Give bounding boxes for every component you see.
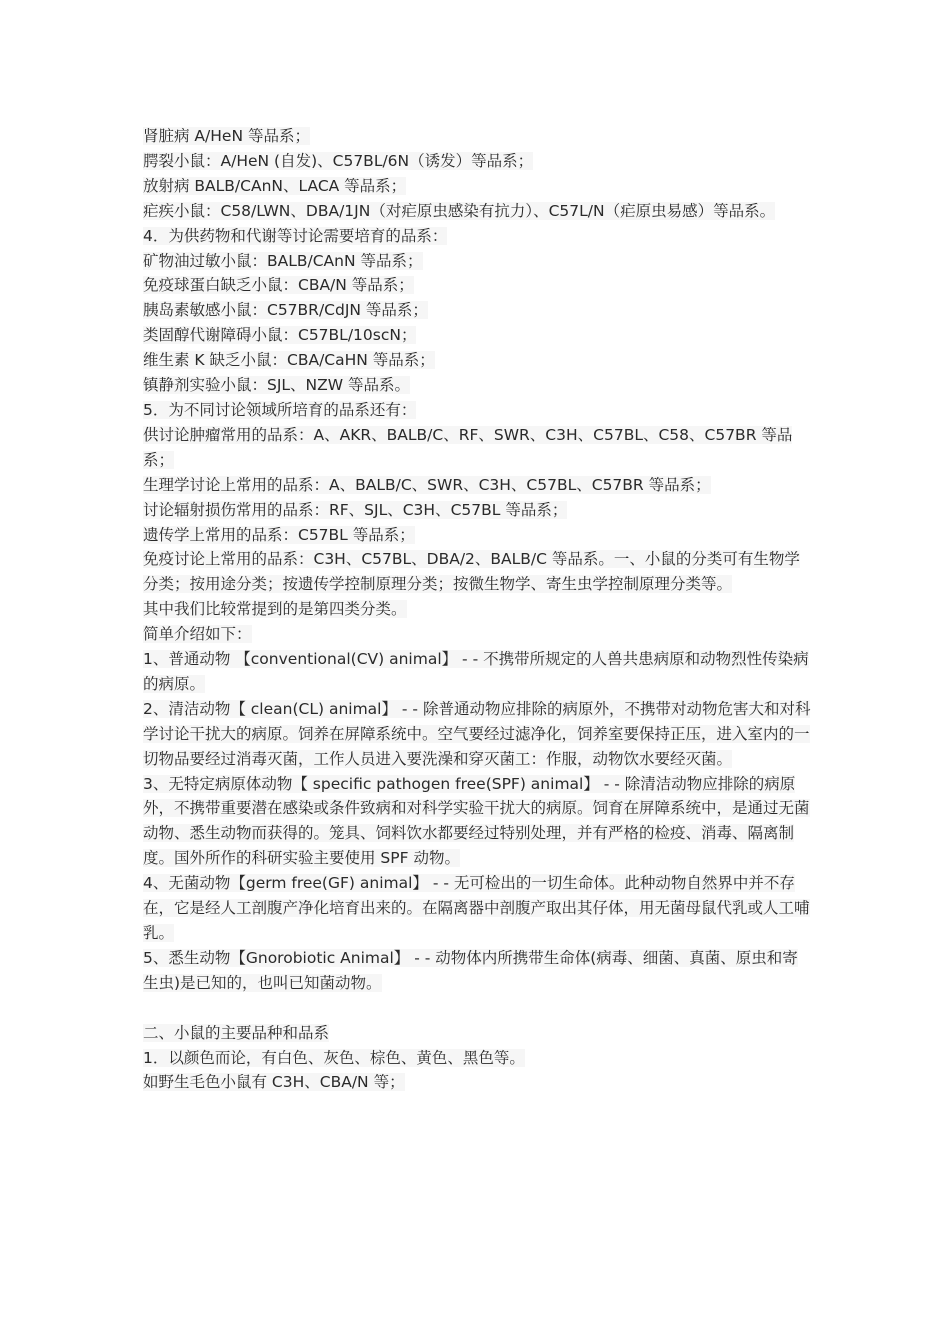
list-item: 4、无菌动物【germ free(GF) animal】 - - 无可检出的一切生命体。此种动物自然界中并不存在，它是经人工剖腹产净化培育出来的。在隔离器中剖腹产取出其仔体，用无菌母鼠代乳或人工哺乳。 bbox=[143, 874, 810, 942]
paragraph: 胰岛素敏感小鼠：C57BR/CdJN 等品系； bbox=[143, 301, 428, 320]
list-item: 2、清洁动物【 clean(CL) animal】 - - 除普通动物应排除的病原外，不携带对动物危害大和对科学讨论干扰大的病原。饲养在屏障系统中。空气要经过滤净化，饲养室要保持正压，进入室内的一切物品要经过消毒灭菌，工作人员进入要洗澡和穿灭菌工：作服，动物饮水要经灭菌。 bbox=[143, 699, 811, 768]
document-body bbox=[143, 124, 811, 1095]
section-heading: 4．为供药物和代谢等讨论需要培育的品系： bbox=[143, 226, 448, 245]
paragraph: 肾脏病 A/HeN 等品系； bbox=[143, 127, 310, 145]
paragraph: 矿物油过敏小鼠：BALB/CAnN 等品系； bbox=[143, 251, 423, 270]
list-item: 5、悉生动物【Gnorobiotic Animal】 - - 动物体内所携带生命体(病毒、细菌、真菌、原虫和寄生虫)是已知的，也叫已知菌动物。 bbox=[143, 948, 798, 992]
blank-line bbox=[143, 996, 811, 1021]
paragraph: 生理学讨论上常用的品系：A、BALB/C、SWR、C3H、C57BL、C57BR 等品系； bbox=[143, 475, 711, 494]
paragraph: 放射病 BALB/CAnN、LACA 等品系； bbox=[143, 176, 407, 195]
paragraph: 简单介绍如下： bbox=[143, 625, 252, 644]
section-heading: 5．为不同讨论领域所培育的品系还有： bbox=[143, 400, 417, 419]
paragraph: 遗传学上常用的品系：C57BL 等品系； bbox=[143, 525, 415, 544]
paragraph: 如野生毛色小鼠有 C3H、CBA/N 等； bbox=[143, 1073, 405, 1092]
paragraph: 类固醇代谢障碍小鼠：C57BL/10scN； bbox=[143, 326, 417, 345]
paragraph: 镇静剂实验小鼠：SJL、NZW 等品系。 bbox=[143, 376, 411, 395]
paragraph: 1．以颜色而论，有白色、灰色、棕色、黄色、黑色等。 bbox=[143, 1048, 525, 1067]
paragraph: 疟疾小鼠：C58/LWN、DBA/1JN（对疟原虫感染有抗力）、C57L/N（疟原虫易感）等品系。 bbox=[143, 201, 776, 220]
list-item: 3、无特定病原体动物【 specific pathogen free(SPF) animal】 - - 除清洁动物应排除的病原外，不携带重要潜在感染或条件致病和对科学实验干扰大的病原。饲育在屏障系统中，是通过无菌动物、悉生动物而获得的。笼具、饲料饮水都要经过特别处理，并有严格的检疫、消毒、隔离制度。国外所作的科研实验主要使用 SPF 动物。 bbox=[143, 774, 810, 868]
paragraph: 讨论辐射损伤常用的品系：RF、SJL、C3H、C57BL 等品系； bbox=[143, 500, 568, 519]
paragraph: 免疫球蛋白缺乏小鼠：CBA/N 等品系； bbox=[143, 276, 414, 295]
paragraph: 免疫讨论上常用的品系：C3H、C57BL、DBA/2、BALB/C 等品系。一、小鼠的分类可有生物学分类；按用途分类；按遗传学控制原理分类；按微生物学、寄生虫学控制原理分类等。 bbox=[143, 550, 800, 594]
section-heading: 二、小鼠的主要品种和品系 bbox=[143, 1023, 330, 1042]
list-item: 1、普通动物 【conventional(CV) animal】 - - 不携带所规定的人兽共患病原和动物烈性传染病的病原。 bbox=[143, 650, 809, 693]
paragraph: 腭裂小鼠：A/HeN (自发)、C57BL/6N（诱发）等品系； bbox=[143, 151, 534, 170]
paragraph: 其中我们比较常提到的是第四类分类。 bbox=[143, 600, 407, 619]
paragraph: 供讨论肿瘤常用的品系：A、AKR、BALB/C、RF、SWR、C3H、C57BL、C58、C57BR 等品系； bbox=[143, 425, 793, 469]
paragraph: 维生素 K 缺乏小鼠：CBA/CaHN 等品系； bbox=[143, 351, 435, 370]
